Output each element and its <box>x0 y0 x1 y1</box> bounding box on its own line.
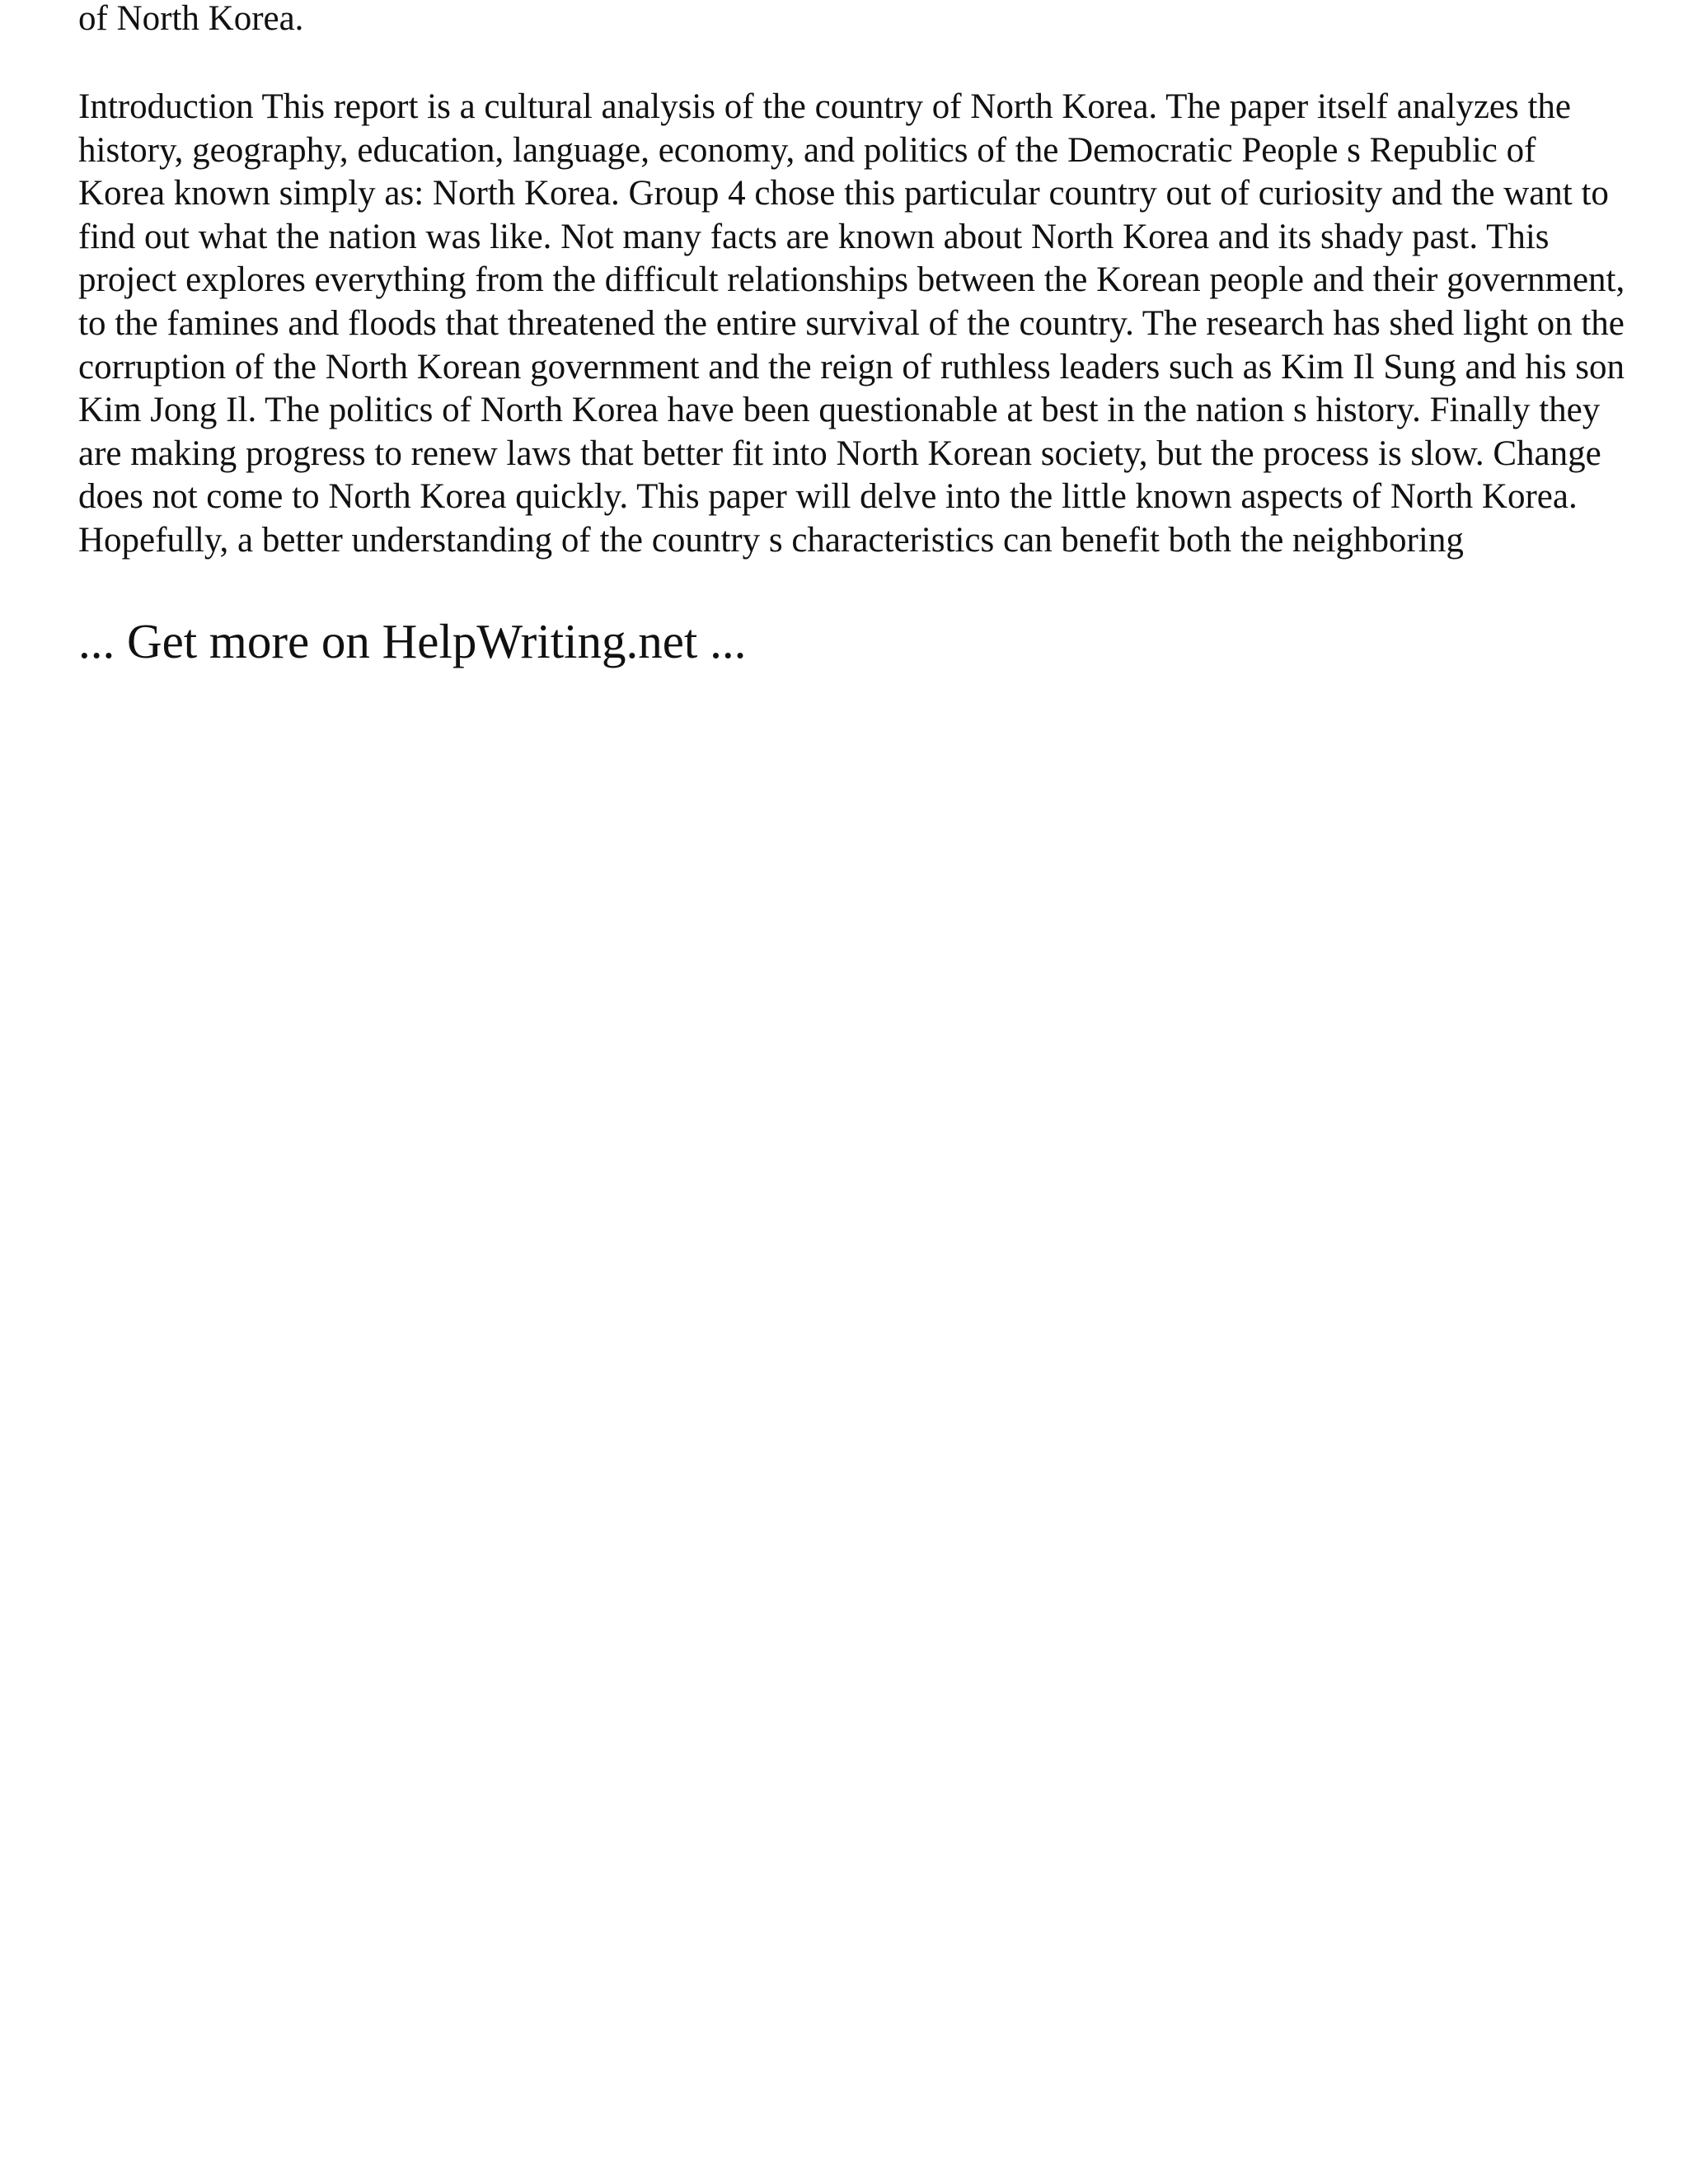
introduction-paragraph: Introduction This report is a cultural analysis of the country of North Korea. The paper itself analyzes the history, geography, education, language, economy, and politics of the Democratic People s Republic of Korea known simply as: North Korea. Group 4 chose this particular country out of curiosity and the want to find out what the nation was like. Not many facts are known about North Korea and its shady past. This project explores everything from the difficult relationships between the Korean people and their government, to the famines and floods that threatened the entire survival of the country. The research has shed light on the corruption of the North Korean government and the reign of ruthless leaders such as Kim Il Sung and his son Kim Jong Il. The politics of North Korea have been questionable at best in the nation s history. Finally they are making progress to renew laws that better fit into North Korean society, but the process is slow. Change does not come to North Korea quickly. This paper will delve into the little known aspects of North Korea. Hopefully, a better understanding of the country s characteristics can benefit both the neighboring <box>78 87 1625 560</box>
continuation-text: of North Korea. <box>78 0 304 38</box>
document-page <box>78 0 1628 670</box>
get-more-link[interactable]: ... Get more on HelpWriting.net ... <box>78 613 747 668</box>
